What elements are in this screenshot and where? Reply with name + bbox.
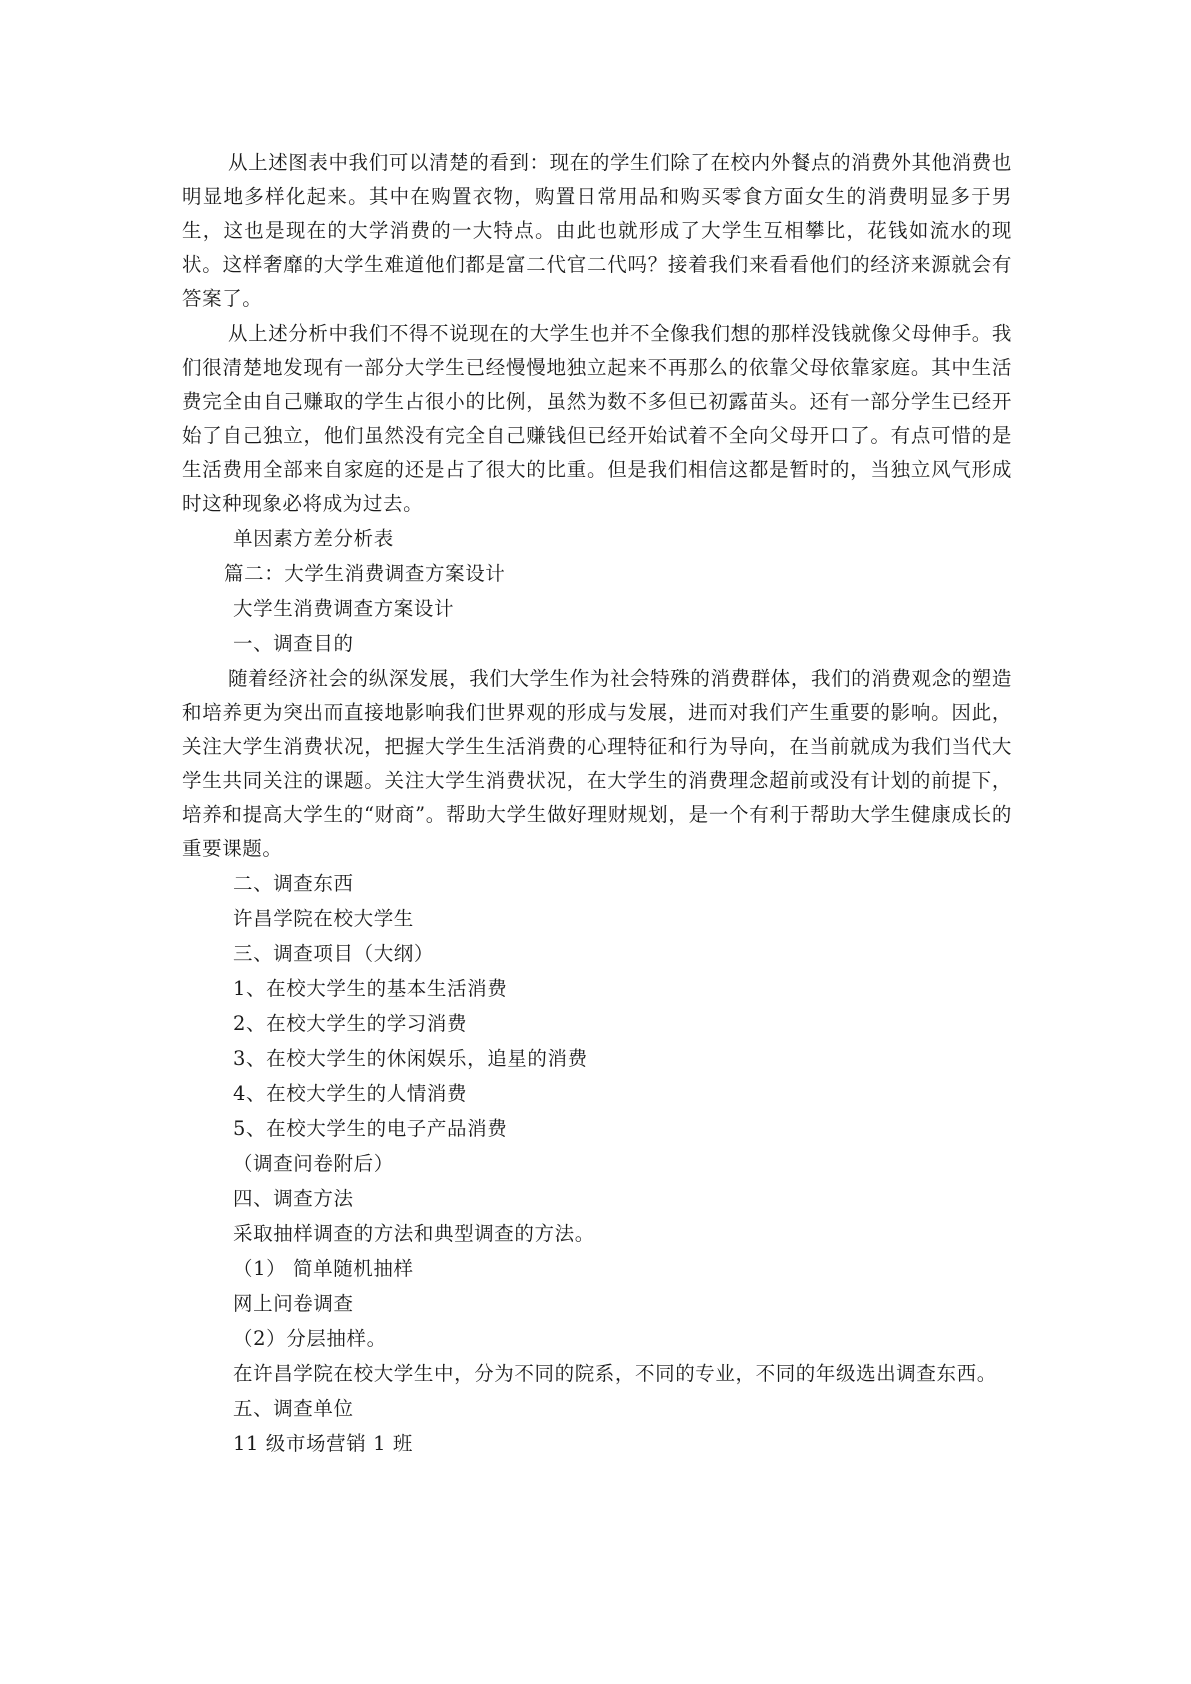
document-title: 大学生消费调查方案设计 [233,597,455,620]
paragraph-chart-analysis: 从上述图表中我们可以清楚的看到：现在的学生们除了在校内外餐点的消费外其他消费也明显地多样化起来。其中在购置衣物，购置日常用品和购买零食方面女生的消费明显多于男生，这也是现在的大学消费的一大特点。由此也就形成了大学生互相攀比，花钱如流水的现状。这样奢靡的大学生难道他们都是富二代官二代吗？接着我们来看看他们的经济来源就会有答案了。 [182,151,1012,310]
document-page [182,146,1012,1462]
section-4-heading: 四、调查方法 [233,1187,354,1210]
section-5-body: 11 级市场营销 1 班 [233,1432,414,1455]
method-2-label: （2）分层抽样。 [233,1327,387,1350]
method-1-body: 网上问卷调查 [233,1292,354,1315]
list-item: 5、在校大学生的电子产品消费 [233,1117,508,1140]
method-1-label: （1） 简单随机抽样 [233,1257,414,1280]
section-2-body: 许昌学院在校大学生 [233,907,414,930]
list-item: 3、在校大学生的休闲娱乐，追星的消费 [233,1047,588,1070]
section-2-heading: 二、调查东西 [233,872,354,895]
section-1-body: 随着经济社会的纵深发展，我们大学生作为社会特殊的消费群体，我们的消费观念的塑造和培养更为突出而直接地影响我们世界观的形成与发展，进而对我们产生重要的影响。因此，关注大学生消费状况，把握大学生生活消费的心理特征和行为导向，在当前就成为我们当代大学生共同关注的课题。关注大学生消费状况，在大学生的消费理念超前或没有计划的前提下，培养和提高大学生的“财商”。帮助大学生做好理财规划，是一个有利于帮助大学生健康成长的重要课题。 [182,667,1012,860]
paragraph-income-analysis: 从上述分析中我们不得不说现在的大学生也并不全像我们想的那样没钱就像父母伸手。我们很清楚地发现有一部分大学生已经慢慢地独立起来不再那么的依靠父母依靠家庭。其中生活费完全由自己赚取的学生占很小的比例，虽然为数不多但已初露苗头。还有一部分学生已经开始了自己独立，他们虽然没有完全自己赚钱但已经开始试着不全向父母开口了。有点可惜的是生活费用全部来自家庭的还是占了很大的比重。但是我们相信这都是暂时的，当独立风气形成时这种现象必将成为过去。 [182,322,1012,515]
method-2-body: 在许昌学院在校大学生中，分为不同的院系，不同的专业，不同的年级选出调查东西。 [233,1362,997,1385]
list-item: 2、在校大学生的学习消费 [233,1012,468,1035]
list-item: 4、在校大学生的人情消费 [233,1082,468,1105]
questionnaire-note: （调查问卷附后） [233,1152,394,1175]
part-two-heading: 篇二：大学生消费调查方案设计 [224,562,506,585]
table-caption: 单因素方差分析表 [233,527,394,550]
section-3-heading: 三、调查项目（大纲） [233,942,435,965]
section-5-heading: 五、调查单位 [233,1397,354,1420]
list-item: 1、在校大学生的基本生活消费 [233,977,508,1000]
section-1-heading: 一、调查目的 [233,632,354,655]
section-4-intro: 采取抽样调查的方法和典型调查的方法。 [233,1222,595,1245]
